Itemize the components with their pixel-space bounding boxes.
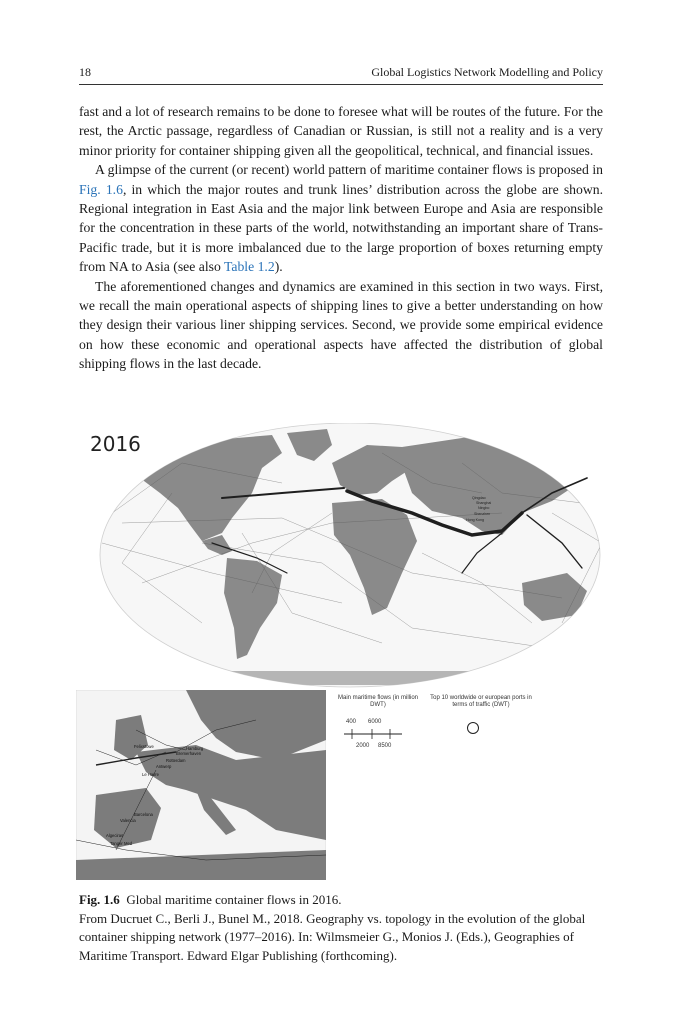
page-number: 18	[79, 65, 91, 79]
caption-title: Global maritime container flows in 2016.	[126, 892, 342, 907]
port-label: Ningbo	[478, 506, 490, 510]
caption-label: Fig. 1.6	[79, 892, 120, 907]
legend-flow-value: 8500	[378, 743, 392, 749]
paragraph-2-text-a: A glimpse of the current (or recent) world pattern of maritime container flows is proposed in	[95, 162, 603, 178]
paragraph-2-text-c: ).	[274, 259, 283, 275]
antarctica	[162, 671, 542, 685]
caption-title-line	[79, 891, 603, 910]
running-title: Global Logistics Network Modelling and Policy	[371, 65, 603, 79]
legend-flows-title: Main maritime flows (in million DWT)	[338, 695, 419, 708]
world-flow-map	[82, 423, 606, 688]
body-text	[79, 102, 603, 374]
port-label: Valencia	[120, 818, 136, 823]
running-header	[79, 62, 603, 85]
legend-ports-title: Top 10 worldwide or european ports in terms of traffic (DWT)	[430, 695, 532, 708]
port-label: Hong Kong	[466, 518, 484, 522]
europe-inset-map	[76, 690, 326, 880]
legend-flow-value: 400	[346, 719, 357, 725]
port-label: Antwerp	[156, 764, 172, 769]
year-label: 2016	[90, 432, 141, 456]
caption-source: From Ducruet C., Berli J., Bunel M., 2018. Geography vs. topology in the evolution of the global container shipping network (1977–2016). In: Wilmsmeier G., Monios J. (Eds.), Geographies of Maritime Transport. Edward Elgar Publishing (forthcoming).	[79, 910, 586, 963]
legend-port-circle-icon	[466, 721, 480, 735]
port-label: Barcelona	[134, 812, 153, 817]
port-label: Le Havre	[142, 772, 159, 777]
port-label: Shanghai	[476, 501, 492, 505]
figure-caption	[79, 891, 603, 965]
figure-reference-link[interactable]: Fig. 1.6	[79, 181, 123, 197]
map-legend	[330, 695, 600, 775]
paragraph-2-text-b: , in which the major routes and trunk lines’ distribution across the globe are shown. Regional integration in East Asia and the major link between Europe and Asia are responsible for the concentration in these parts of the world, notwithstanding an important share of Trans-Pacific trade, but it is more imbalanced due to the large proportion of boxes returning empty from NA to Asia (see also	[79, 181, 603, 275]
port-label: Algeciras	[106, 833, 124, 838]
port-label: Hamburg	[186, 746, 204, 751]
port-label: Qingdao	[472, 496, 486, 500]
legend-flow-value: 2000	[356, 743, 370, 749]
legend-flow-value: 6000	[368, 719, 382, 725]
port-label: Felixstowe	[134, 744, 154, 749]
table-reference-link[interactable]: Table 1.2	[223, 259, 275, 275]
legend-flow-scale	[340, 727, 410, 741]
port-label: Tanger Med	[110, 841, 133, 846]
port-label: Shenzhen	[474, 512, 491, 516]
port-label: Rotterdam	[166, 758, 186, 763]
port-label: Bremerhaven	[176, 751, 202, 756]
paragraph-2	[79, 160, 603, 276]
paragraph-3: The aforementioned changes and dynamics are examined in this section in two ways. First, we recall the main operational aspects of shipping lines to give a better understanding on how they design their various liner shipping services. Second, we provide some empirical evidence on how these economic and operational aspects have affected the distribution of global shipping flows in the last decade.	[79, 278, 603, 372]
paragraph-1: fast and a lot of research remains to be done to foresee what will be routes of the future. For the rest, the Arctic passage, regardless of Canadian or Russian, is still not a reality and is a very minor priority for container shipping given all the geopolitical, technical, and financial issues.	[79, 104, 603, 158]
